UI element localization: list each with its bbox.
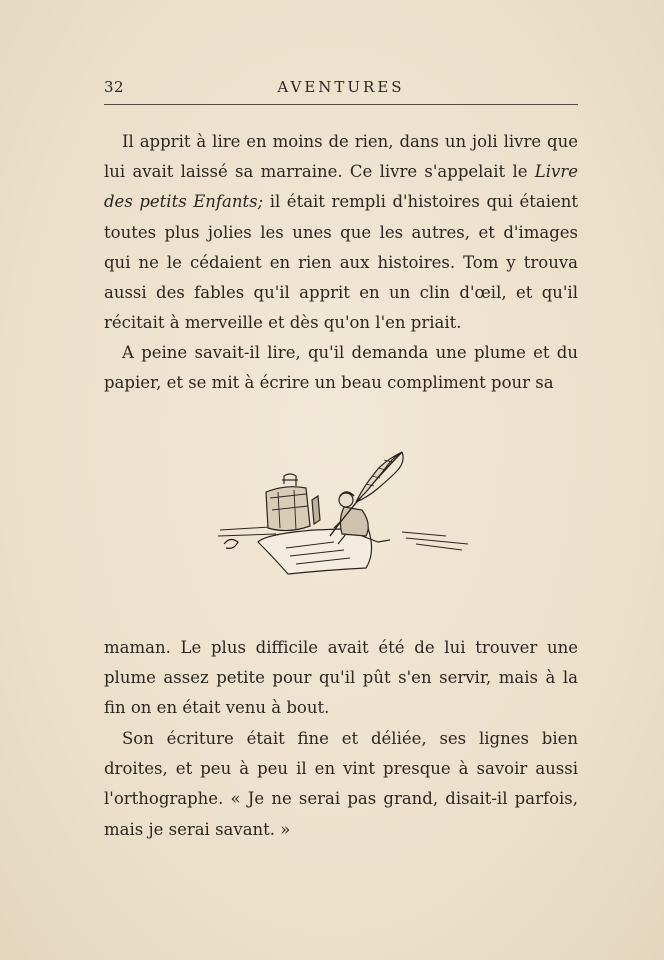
paragraph-1-text-end: il était rempli d'histoires qui étaient toutes plus jolies les unes que les autres, et d'images qui ne le cédaient en rien aux histoires. Tom y trouva aussi des fables qu'il apprit en un clin d'œil, et qu'il récitait à merveille et dès qu'on l'en priait. (104, 192, 578, 333)
paragraph-2: A peine savait-il lire, qu'il demanda une plume et du papier, et se mit à écrire un beau compliment pour sa (104, 343, 578, 393)
header-rule (104, 104, 578, 105)
page-header (104, 76, 578, 100)
paragraph-4: Son écriture était fine et déliée, ses lignes bien droites, et peu à peu il en vint presque à savoir aussi l'orthographe. « Je ne serai pas grand, disait-il parfois, mais je serai savant. » (104, 729, 578, 839)
page-number: 32 (104, 78, 125, 96)
paragraph-1 (104, 127, 578, 338)
paragraph-3: maman. Le plus difficile avait été de lui trouver une plume assez petite pour qu'il pût s'en servir, mais à la fin on en était venu à bout. (104, 638, 578, 718)
book-title: Livre des petits Enfants; (104, 162, 578, 212)
illustration-drawing (216, 440, 478, 590)
illustration-tom-writing (216, 440, 478, 590)
paragraph-1-text-start: Il apprit à lire en moins de rien, dans un joli livre que lui avait laissé sa marraine. Ce livre s'appelait le (104, 132, 578, 182)
running-title: AVENTURES (277, 78, 405, 96)
